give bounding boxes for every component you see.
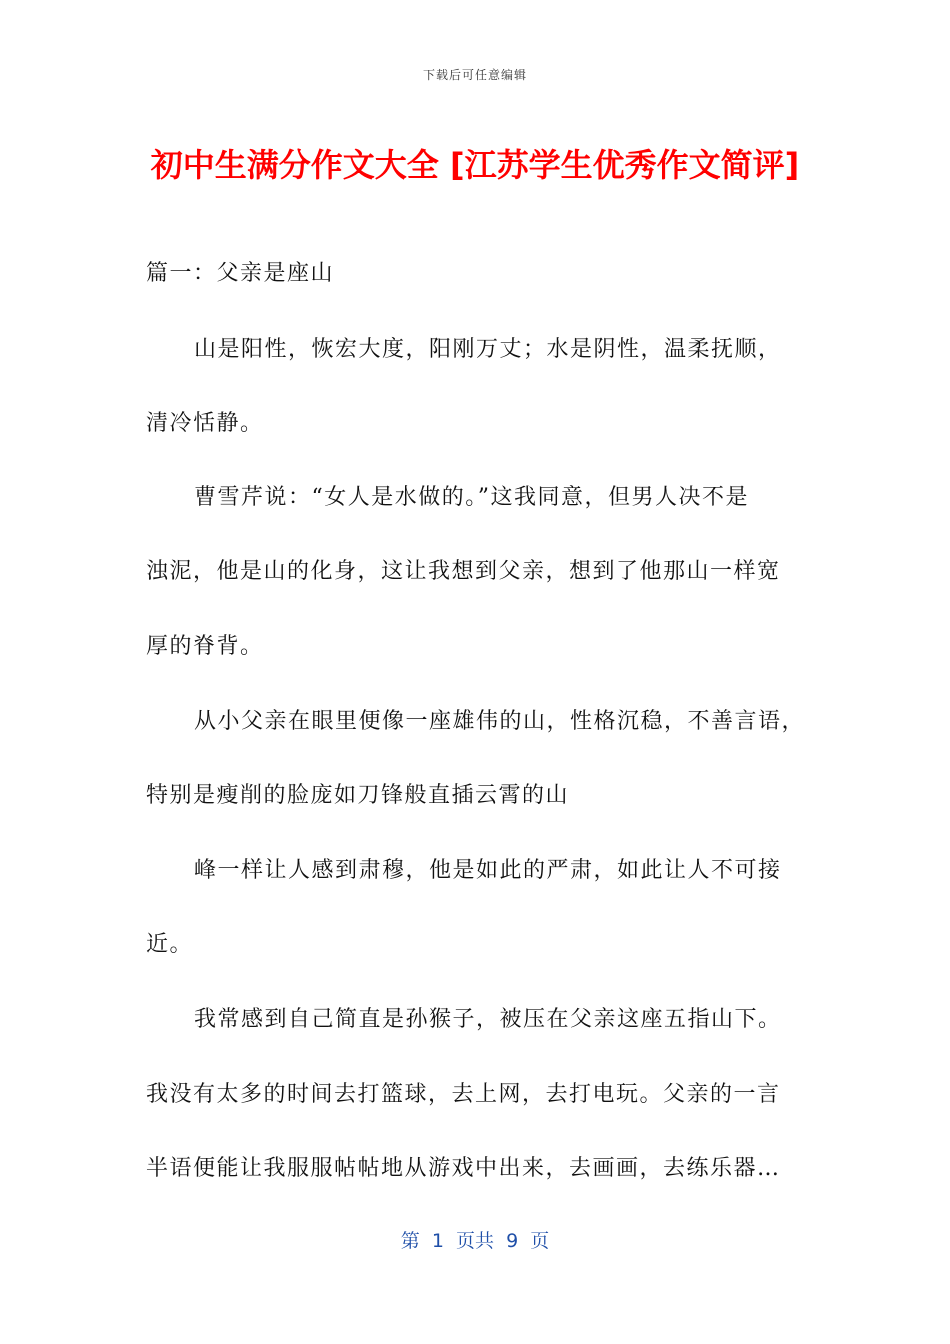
paragraph-line: 浊泥，他是山的化身，这让我想到父亲，想到了他那山一样宽	[146, 559, 781, 584]
paragraph-line: 山是阳性，恢宏大度，阳刚万丈；水是阴性，温柔抚顺，	[194, 337, 782, 362]
paragraph-line: 曹雪芹说：“女人是水做的。”这我同意，但男人决不是	[194, 485, 749, 510]
document-title: 初中生满分作文大全 [江苏学生优秀作文简评]	[150, 146, 800, 184]
header-note: 下载后可任意编辑	[422, 68, 527, 82]
paragraph-line: 近。	[146, 932, 194, 957]
paragraph-line: 半语便能让我服服帖帖地从游戏中出来，去画画，去练乐器…	[146, 1156, 781, 1181]
paragraph-line: 清冷恬静。	[146, 411, 264, 436]
paragraph-line: 我没有太多的时间去打篮球，去上网，去打电玩。父亲的一言	[146, 1082, 781, 1107]
paragraph-line: 特别是瘦削的脸庞如刀锋般直插云霄的山	[146, 783, 570, 808]
page-number: 第 1 页共 9 页	[400, 1230, 550, 1252]
paragraph-line: 厚的脊背。	[146, 634, 264, 659]
paragraph-line: 我常感到自己简直是孙猴子，被压在父亲这座五指山下。	[194, 1007, 782, 1032]
paragraph-line: 从小父亲在眼里便像一座雄伟的山，性格沉稳，不善言语，	[194, 709, 806, 734]
paragraph-line: 峰一样让人感到肃穆，他是如此的严肃，如此让人不可接	[194, 858, 782, 883]
section-heading: 篇一：父亲是座山	[146, 261, 335, 286]
